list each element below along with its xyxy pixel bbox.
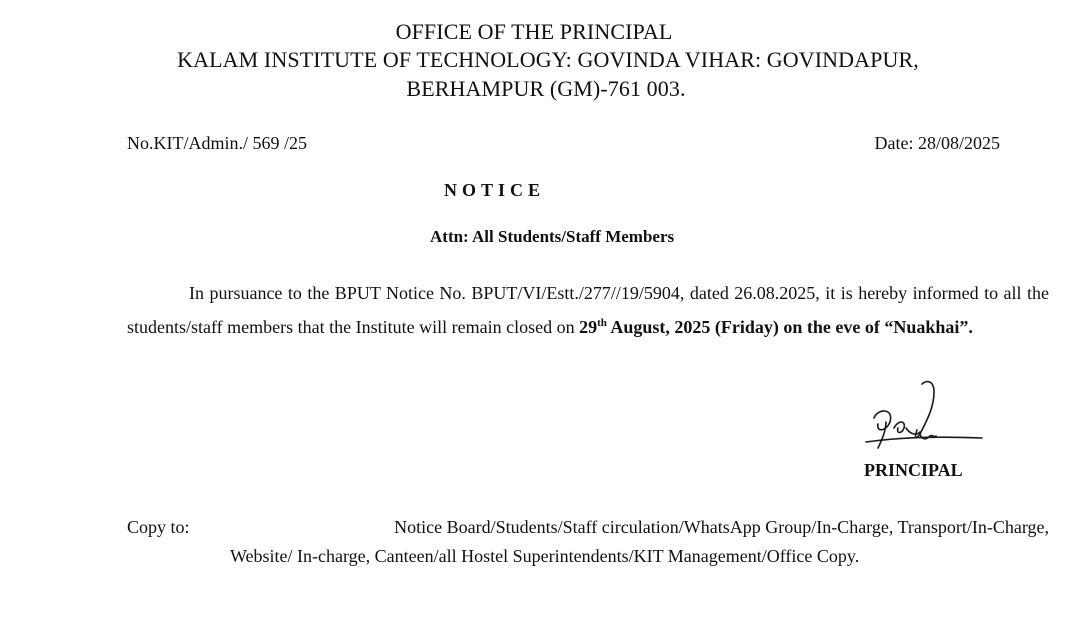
closure-details: August, 2025 (Friday) on the eve of “Nuakhai”. xyxy=(606,317,973,337)
reference-number: No.KIT/Admin./ 569 /25 xyxy=(127,133,307,153)
closure-day-suffix: th xyxy=(597,317,607,329)
notice-date: Date: 28/08/2025 xyxy=(874,133,1000,153)
body-text: In pursuance to the BPUT Notice No. BPUT/VI/Estt./277//19/5904, dated 26.08.2025, it is hereby informed to all the students/staff members that the Institute will remain closed on xyxy=(127,283,1049,337)
closure-day: 29 xyxy=(579,317,598,337)
copy-to-recipients-2: Website/ In-charge, Canteen/all Hostel Superintendents/KIT Management/Office Copy. xyxy=(230,546,860,566)
notice-title: NOTICE xyxy=(444,180,546,200)
notice-body xyxy=(127,276,1049,344)
copy-to-recipients-1: Notice Board/Students/Staff circulation/WhatsApp Group/In-Charge, Transport/In-Charge, xyxy=(394,517,1049,537)
copy-to-section xyxy=(127,513,1049,571)
closure-date-bold xyxy=(579,317,973,337)
office-heading: OFFICE OF THE PRINCIPAL xyxy=(395,19,673,44)
principal-title: PRINCIPAL xyxy=(864,460,963,480)
principal-signature xyxy=(864,378,986,454)
institute-name: KALAM INSTITUTE OF TECHNOLOGY: GOVINDA VIHAR: GOVINDAPUR, xyxy=(177,47,919,72)
institute-address: BERHAMPUR (GM)-761 003. xyxy=(406,76,686,101)
copy-to-first-line xyxy=(127,513,1049,542)
attention-line: Attn: All Students/Staff Members xyxy=(430,227,675,246)
copy-to-label: Copy to: xyxy=(127,517,190,537)
